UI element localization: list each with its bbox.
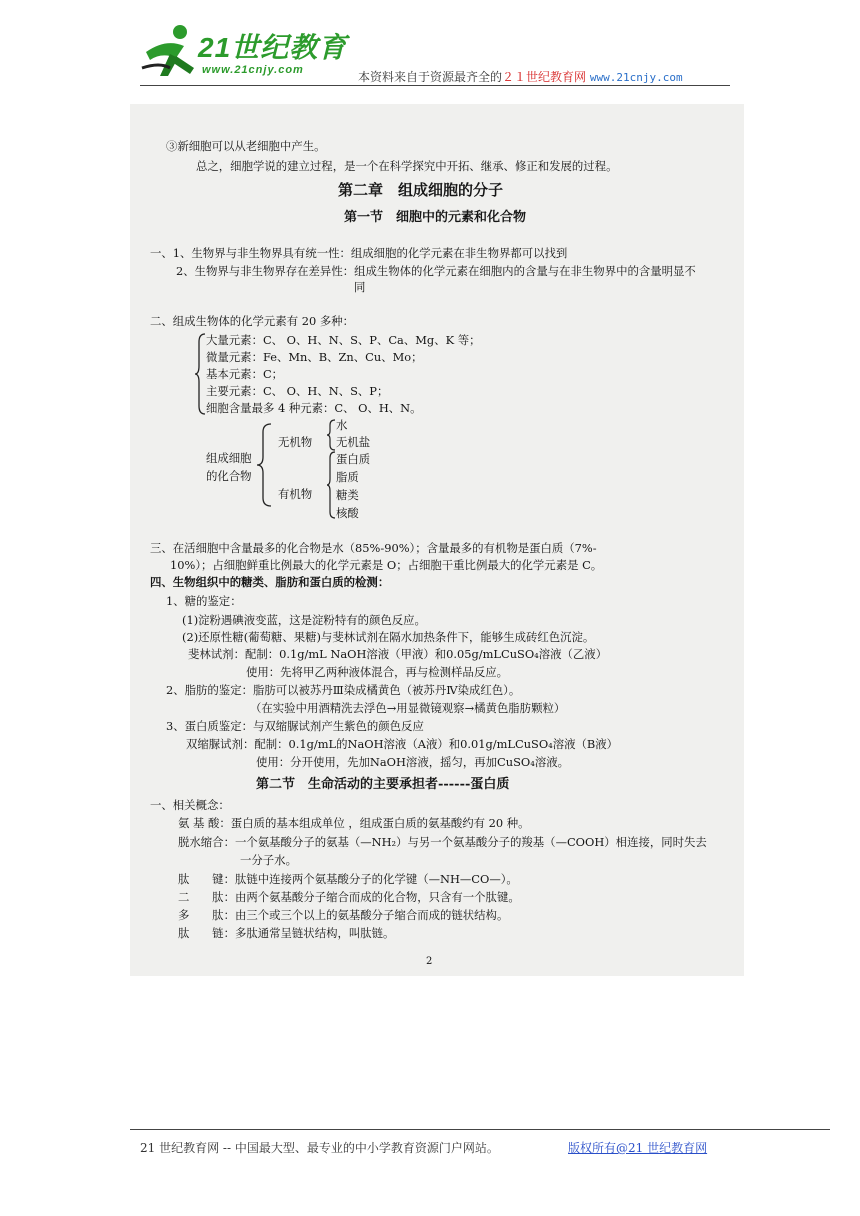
text-line: (1)淀粉遇碘液变蓝，这是淀粉特有的颜色反应。 (182, 613, 426, 627)
left-brace-icon (326, 418, 336, 452)
text-line: 2、脂肪的鉴定：脂肪可以被苏丹Ⅲ染成橘黄色（被苏丹Ⅳ染成红色）。 (166, 683, 521, 697)
header-note (358, 68, 683, 85)
text-line: 大量元素：C、 O、H、N、S、P、Ca、Mg、K 等； (206, 333, 481, 347)
text-line: 10%）；占细胞鲜重比例最大的化学元素是 O；占细胞干重比例最大的化学元素是 C。 (170, 558, 603, 572)
copyright-link[interactable]: 版权所有@21 世纪教育网 (568, 1141, 708, 1155)
footer-text: 21 世纪教育网 -- 中国最大型、最专业的中小学教育资源门户网站。 (140, 1141, 499, 1155)
text-line: （在实验中用酒精洗去浮色→用显微镜观察→橘黄色脂肪颗粒） (250, 701, 566, 715)
text-line: 一、相关概念： (150, 798, 230, 812)
tree-root-label: 组成细胞 (206, 451, 252, 465)
text-line: 使用：先将甲乙两种液体混合，再与检测样品反应。 (246, 665, 508, 679)
text-line: 主要元素：C、 O、H、N、S、P； (206, 384, 389, 398)
header-brand-link[interactable]: ２１世纪教育网 (502, 70, 587, 84)
text-line: 二、组成生物体的化学元素有 20 多种： (150, 314, 354, 328)
text-line: 三、在活细胞中含量最多的化合物是水（85%-90%）；含量最多的有机物是蛋白质（7%- (150, 541, 597, 555)
tree-leaf: 糖类 (336, 488, 359, 502)
text-line: 肽 链：多肽通常呈链状结构，叫肽链。 (178, 926, 395, 940)
site-logo[interactable] (140, 22, 348, 82)
text-line: 脱水缩合：一个氨基酸分子的氨基（—NH₂）与另一个氨基酸分子的羧基（—COOH）相连接，同时失去 (178, 835, 707, 849)
left-brace-icon (256, 422, 272, 508)
tree-organic-label: 有机物 (278, 487, 313, 501)
tree-leaf: 脂质 (336, 470, 359, 484)
text-line: 氨 基 酸：蛋白质的基本组成单位 ，组成蛋白质的氨基酸约有 20 种。 (178, 816, 530, 830)
tree-leaf: 无机盐 (336, 435, 371, 449)
logo-url: www.21cnjy.com (202, 64, 304, 76)
runner-logo-icon (140, 22, 200, 80)
logo-title: 21世纪教育 (198, 32, 348, 63)
text-line: 细胞含量最多 4 种元素：C、 O、H、N。 (206, 401, 422, 415)
header-divider (140, 85, 730, 86)
text-line: ③新细胞可以从老细胞中产生。 (166, 139, 326, 153)
text-line: 双缩脲试剂：配制：0.1g/mL的NaOH溶液（A液）和0.01g/mLCuSO₄溶液（B液） (186, 737, 619, 751)
text-line: 一、1、生物界与非生物界具有统一性：组成细胞的化学元素在非生物界都可以找到 (150, 246, 568, 260)
text-line: 2、生物界与非生物界存在差异性：组成生物体的化学元素在细胞内的含量与在非生物界中的含量明显不 (176, 264, 696, 278)
text-line: 多 肽：由三个或三个以上的氨基酸分子缩合而成的链状结构。 (178, 908, 509, 922)
section-title: 第一节 细胞中的元素和化合物 (344, 210, 527, 225)
header-url-link[interactable]: www.21cnjy.com (589, 71, 683, 84)
footer-divider (130, 1129, 830, 1130)
text-line: 1、糖的鉴定： (166, 594, 242, 608)
text-line: 斐林试剂：配制：0.1g/mL NaOH溶液（甲液）和0.05g/mLCuSO₄溶液（乙液） (188, 647, 608, 661)
header-note-prefix: 本资料来自于资源最齐全的 (358, 70, 503, 84)
text-line: 微量元素：Fe、Mn、B、Zn、Cu、Mo； (206, 350, 423, 364)
text-line: 二 肽：由两个氨基酸分子缩合而成的化合物，只含有一个肽键。 (178, 890, 520, 904)
tree-root-label: 的化合物 (206, 469, 252, 483)
tree-leaf: 水 (336, 418, 348, 432)
tree-leaf: 蛋白质 (336, 452, 371, 466)
text-line: 基本元素：C； (206, 367, 284, 381)
text-line: 3、蛋白质鉴定：与双缩脲试剂产生紫色的颜色反应 (166, 719, 424, 733)
chapter-title: 第二章 组成细胞的分子 (338, 181, 504, 199)
tree-leaf: 核酸 (336, 506, 359, 520)
text-line: 肽 键：肽链中连接两个氨基酸分子的化学键（—NH—CO—）。 (178, 872, 518, 886)
text-line: 四、生物组织中的糖类、脂肪和蛋白质的检测： (150, 575, 390, 589)
text-line: 使用：分开使用，先加NaOH溶液，摇匀，再加CuSO₄溶液。 (256, 755, 569, 769)
page-header (0, 0, 860, 90)
section-title: 第二节 生命活动的主要承担者------蛋白质 (256, 777, 510, 792)
text-line: 同 (354, 280, 366, 294)
text-line: 一分子水。 (240, 853, 297, 867)
left-brace-icon (194, 332, 206, 416)
scanned-page (130, 104, 744, 976)
left-brace-icon (326, 450, 336, 520)
text-line: 总之，细胞学说的建立过程，是一个在科学探究中开拓、继承、修正和发展的过程。 (196, 159, 618, 173)
page-number: 2 (426, 956, 433, 967)
tree-inorganic-label: 无机物 (278, 435, 313, 449)
text-line: (2)还原性糖(葡萄糖、果糖)与斐林试剂在隔水加热条件下，能够生成砖红色沉淀。 (182, 630, 595, 644)
